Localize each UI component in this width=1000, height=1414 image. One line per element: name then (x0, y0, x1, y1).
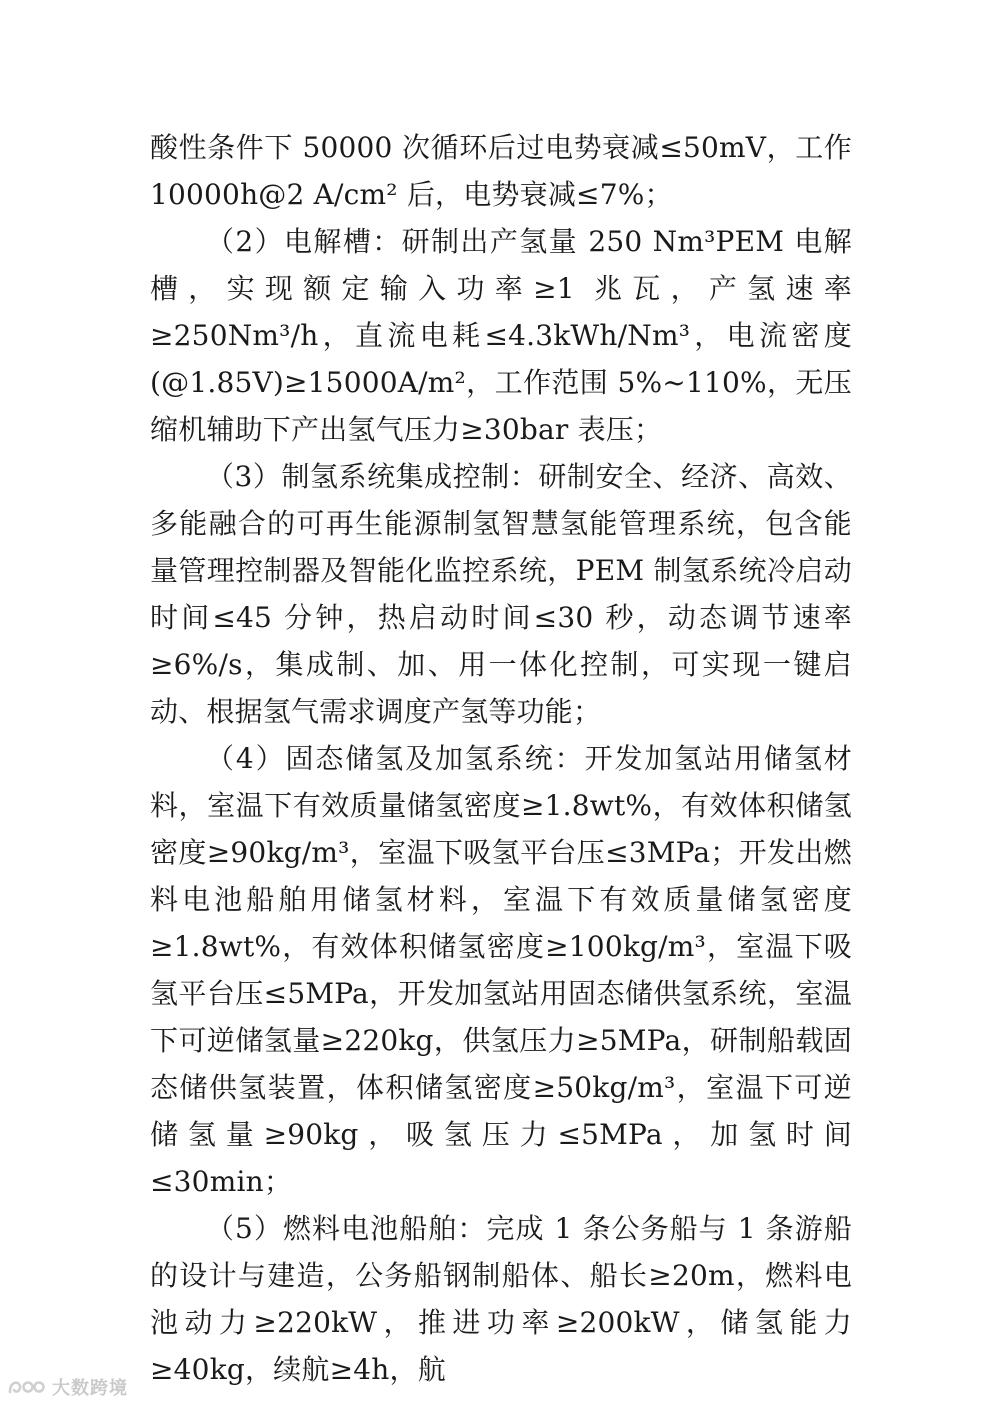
watermark-text: 大数跨境 (52, 1378, 128, 1399)
paragraph-electrolyzer: （2）电解槽：研制出产氢量 250 Nm³PEM 电解槽，实现额定输入功率≥1 兆瓦，产氢速率≥250Nm³/h，直流电耗≤4.3kWh/Nm³，电流密度(@1.85V)≥15000A/m²，工作范围 5%~110%，无压缩机辅助下产出氢气压力≥30bar 表压； (150, 225, 852, 446)
logo-icon (6, 1376, 46, 1398)
paragraph-control-system: （3）制氢系统集成控制：研制安全、经济、高效、多能融合的可再生能源制氢智慧氢能管理系统，包含能量管理控制器及智能化监控系统，PEM 制氢系统冷启动时间≤45 分钟，热启动时间≤30 秒，动态调节速率≥6%/s，集成制、加、用一体化控制，可实现一键启动、根据氢气需求调度产氢等功能； (150, 460, 852, 728)
paragraph-fuel-cell-ship: （5）燃料电池船舶：完成 1 条公务船与 1 条游船的设计与建造，公务船钢制船体、船长≥20m，燃料电池动力≥220kW，推进功率≥200kW，储氢能力≥40kg，续航≥4h，航 (150, 1212, 852, 1386)
paragraph-continuation: 酸性条件下 50000 次循环后过电势衰减≤50mV，工作 10000h@2 A/cm² 后，电势衰减≤7%； (150, 131, 852, 211)
document-body (150, 124, 852, 1393)
watermark (6, 1374, 128, 1400)
paragraph-solid-storage: （4）固态储氢及加氢系统：开发加氢站用储氢材料，室温下有效质量储氢密度≥1.8wt%，有效体积储氢密度≥90kg/m³，室温下吸氢平台压≤3MPa；开发出燃料电池船舶用储氢材料，室温下有效质量储氢密度≥1.8wt%，有效体积储氢密度≥100kg/m³，室温下吸氢平台压≤5MPa，开发加氢站用固态储供氢系统，室温下可逆储氢量≥220kg，供氢压力≥5MPa，研制船载固态储供氢装置，体积储氢密度≥50kg/m³，室温下可逆储氢量≥90kg，吸氢压力≤5MPa，加氢时间≤30min； (150, 742, 852, 1198)
